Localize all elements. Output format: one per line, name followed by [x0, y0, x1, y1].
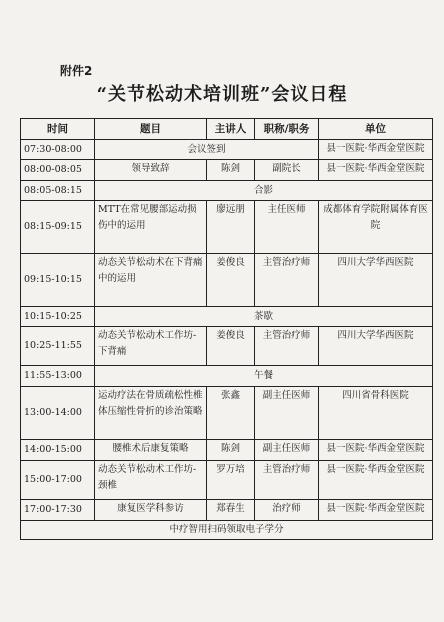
row-speaker: 陈剑	[207, 440, 255, 461]
table-row	[21, 160, 433, 181]
row-unit: 成都体育学院附属体育医院	[319, 201, 433, 254]
row-title: 主管治疗师	[255, 327, 319, 366]
row-unit: 四川大学华西医院	[319, 254, 433, 307]
row-title: 治疗师	[255, 500, 319, 521]
row-unit: 县一医院·华西金堂医院	[319, 160, 433, 181]
row-topic: 运动疗法在骨质疏松性椎体压缩性骨折的诊治策略	[95, 387, 207, 440]
row-speaker: 郑春生	[207, 500, 255, 521]
row-time: 07:30-08:00	[21, 140, 95, 160]
header-time: 时间	[21, 119, 95, 140]
schedule-table	[20, 118, 433, 540]
row-time: 17:00-17:30	[21, 500, 95, 521]
row-topic: 动态关节松动术工作坊-颈椎	[95, 461, 207, 500]
row-time: 08:05-08:15	[21, 181, 95, 201]
row-title: 副主任医师	[255, 387, 319, 440]
row-time: 10:15-10:25	[21, 307, 95, 327]
row-speaker: 廖远朋	[207, 201, 255, 254]
header-speaker: 主讲人	[207, 119, 255, 140]
row-unit: 县一医院·华西金堂医院	[319, 461, 433, 500]
row-unit: 四川省骨科医院	[319, 387, 433, 440]
row-topic: 午餐	[95, 366, 433, 387]
row-topic: 茶歇	[95, 307, 433, 327]
page-title: “关节松动术培训班”会议日程	[96, 84, 348, 105]
row-speaker: 姜俊良	[207, 254, 255, 307]
row-time: 11:55-13:00	[21, 366, 95, 387]
row-topic: 会议签到	[95, 140, 319, 160]
table-row	[21, 366, 433, 387]
row-unit: 四川大学华西医院	[319, 327, 433, 366]
row-title: 主管治疗师	[255, 461, 319, 500]
row-time: 14:00-15:00	[21, 440, 95, 461]
row-speaker: 罗万培	[207, 461, 255, 500]
row-topic: 领导致辞	[95, 160, 207, 181]
row-topic: MTT在常见腰部运动损伤中的运用	[95, 201, 207, 254]
row-time: 08:00-08:05	[21, 160, 95, 181]
row-time: 09:15-10:15	[21, 254, 95, 307]
table-row	[21, 461, 433, 500]
row-topic: 合影	[95, 181, 433, 201]
table-row	[21, 140, 433, 160]
row-time: 10:25-11:55	[21, 327, 95, 366]
table-row	[21, 500, 433, 521]
header-title: 职称/职务	[255, 119, 319, 140]
row-time: 08:15-09:15	[21, 201, 95, 254]
row-topic: 动态关节松动术在下背痛中的运用	[95, 254, 207, 307]
row-speaker: 姜俊良	[207, 327, 255, 366]
row-topic: 腰椎术后康复策略	[95, 440, 207, 461]
header-unit: 单位	[319, 119, 433, 140]
table-row	[21, 201, 433, 254]
row-speaker: 张鑫	[207, 387, 255, 440]
footer-note: 中疗智用扫码领取电子学分	[21, 521, 433, 540]
row-title: 副主任医师	[255, 440, 319, 461]
row-title: 主任医师	[255, 201, 319, 254]
row-topic: 康复医学科参访	[95, 500, 207, 521]
row-speaker: 陈剑	[207, 160, 255, 181]
table-row	[21, 254, 433, 307]
row-time: 15:00-17:00	[21, 461, 95, 500]
row-time: 13:00-14:00	[21, 387, 95, 440]
table-row	[21, 327, 433, 366]
row-unit: 县一医院·华西金堂医院	[319, 140, 433, 160]
row-title: 副院长	[255, 160, 319, 181]
table-row	[21, 387, 433, 440]
row-unit: 县一医院·华西金堂医院	[319, 440, 433, 461]
table-row	[21, 307, 433, 327]
attachment-label: 附件2	[60, 64, 93, 78]
header-topic: 题目	[95, 119, 207, 140]
table-row	[21, 181, 433, 201]
row-title: 主管治疗师	[255, 254, 319, 307]
table-row	[21, 440, 433, 461]
table-footer-row	[21, 521, 433, 540]
table-header-row	[21, 119, 433, 140]
row-topic: 动态关节松动术工作坊-下背痛	[95, 327, 207, 366]
row-unit: 县一医院·华西金堂医院	[319, 500, 433, 521]
